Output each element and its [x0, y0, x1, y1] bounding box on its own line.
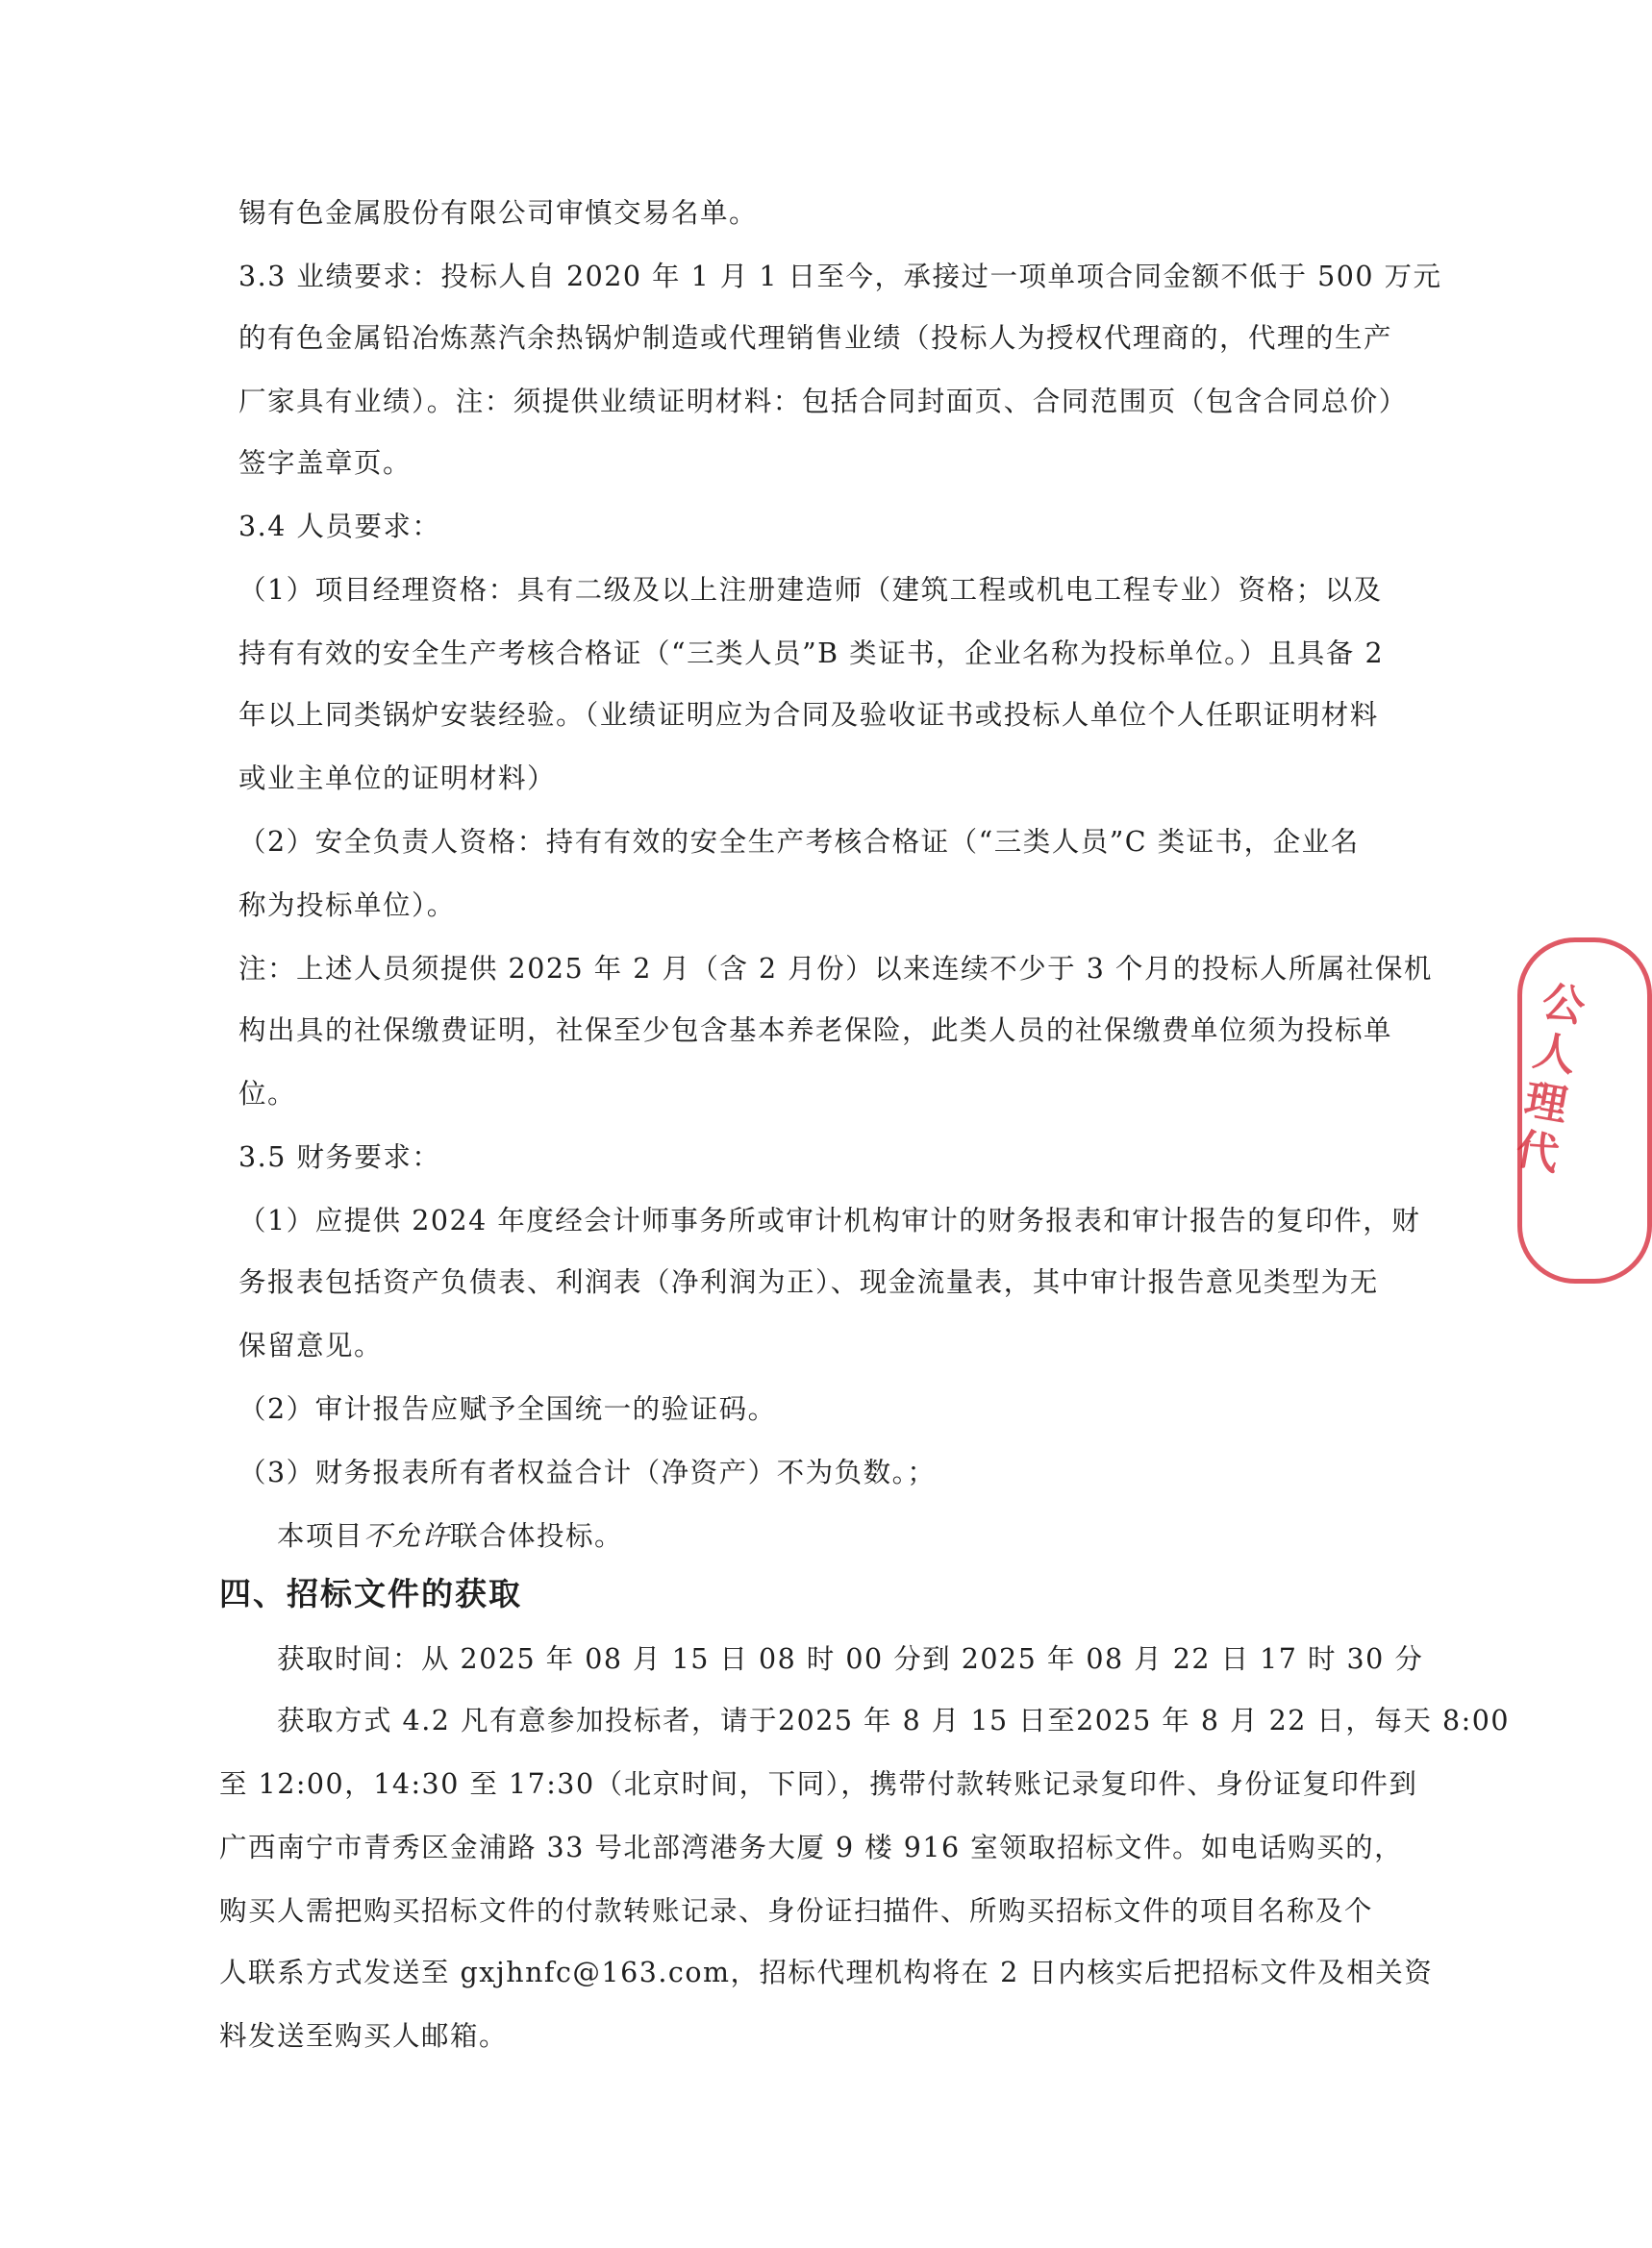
text-line: 构出具的社保缴费证明，社保至少包含基本养老保险，此类人员的社保缴费单位须为投标单 — [238, 1014, 1393, 1046]
text-line: 称为投标单位）。 — [238, 889, 456, 921]
text-line: 年以上同类锅炉安装经验。（业绩证明应为合同及验收证书或投标人单位个人任职证明材料 — [238, 699, 1379, 731]
text-line: 注：上述人员须提供 2025 年 2 月（含 2 月份）以来连续不少于 3 个月的投标人所属社保机 — [238, 953, 1433, 985]
text-line: 人联系方式发送至 gxjhnfc@163.com，招标代理机构将在 2 日内核实后把招标文件及相关资 — [219, 1957, 1434, 1988]
text-line: （2）审计报告应赋予全国统一的验证码。 — [238, 1393, 777, 1425]
text-line: 的有色金属铅冶炼蒸汽余热锅炉制造或代理销售业绩（投标人为授权代理商的，代理的生产 — [238, 322, 1393, 354]
text-line: （1）项目经理资格：具有二级及以上注册建造师（建筑工程或机电工程专业）资格；以及 — [238, 574, 1383, 606]
text-line: 3.5 财务要求： — [238, 1141, 441, 1173]
text-line: 3.4 人员要求： — [238, 511, 441, 542]
text-line: 料发送至购买人邮箱。 — [219, 2020, 509, 2052]
text-line: （1）应提供 2024 年度经会计师事务所或审计机构审计的财务报表和审计报告的复印件，财 — [238, 1205, 1421, 1236]
text-line: 务报表包括资产负债表、利润表（净利润为正）、现金流量表，其中审计报告意见类型为无 — [238, 1266, 1379, 1298]
text-line: （2）安全负责人资格：持有有效的安全生产考核合格证（“三类人员”C 类证书，企业名 — [238, 826, 1360, 858]
text-line: 至 12:00，14:30 至 17:30（北京时间，下同），携带付款转账记录复印件、身份证复印件到 — [219, 1768, 1418, 1800]
text-line: 位。 — [238, 1078, 297, 1110]
text-line: 保留意见。 — [238, 1330, 384, 1361]
joint-bid-line — [277, 1517, 623, 1556]
text-line: 获取时间：从 2025 年 08 月 15 日 08 时 00 分到 2025 年 08 月 22 日 17 时 30 分 — [277, 1643, 1424, 1675]
text-line: 广西南宁市青秀区金浦路 33 号北部湾港务大厦 9 楼 916 室领取招标文件。如电话购买的， — [219, 1832, 1404, 1863]
text-line: 获取方式 4.2 凡有意参加投标者，请于2025 年 8 月 15 日至2025 年 8 月 22 日，每天 8:00 — [277, 1705, 1510, 1736]
text-line: 锡有色金属股份有限公司审慎交易名单。 — [238, 197, 759, 229]
joint-bid-suffix: 联合体投标。 — [450, 1520, 624, 1552]
red-seal-stamp — [1504, 937, 1652, 1284]
text-line: 购买人需把购买招标文件的付款转账记录、身份证扫描件、所购买招标文件的项目名称及个 — [219, 1895, 1374, 1927]
text-line: 签字盖章页。 — [238, 447, 413, 479]
text-line: （3）财务报表所有者权益合计（净资产）不为负数。； — [238, 1457, 937, 1488]
text-line: 或业主单位的证明材料） — [238, 762, 557, 794]
stamp-text: 公人理代 — [1504, 976, 1588, 1183]
text-line: 持有有效的安全生产考核合格证（“三类人员”B 类证书，企业名称为投标单位。）且具备 2 — [238, 637, 1385, 669]
joint-bid-emphasis: 不允许 — [363, 1520, 451, 1552]
text-line: 厂家具有业绩）。注：须提供业绩证明材料：包括合同封面页、合同范围页（包含合同总价） — [238, 386, 1408, 417]
text-line: 3.3 业绩要求：投标人自 2020 年 1 月 1 日至今，承接过一项单项合同金额不低于 500 万元 — [238, 261, 1442, 292]
joint-bid-prefix: 本项目 — [277, 1520, 364, 1552]
section-heading: 四、招标文件的获取 — [219, 1575, 522, 1612]
